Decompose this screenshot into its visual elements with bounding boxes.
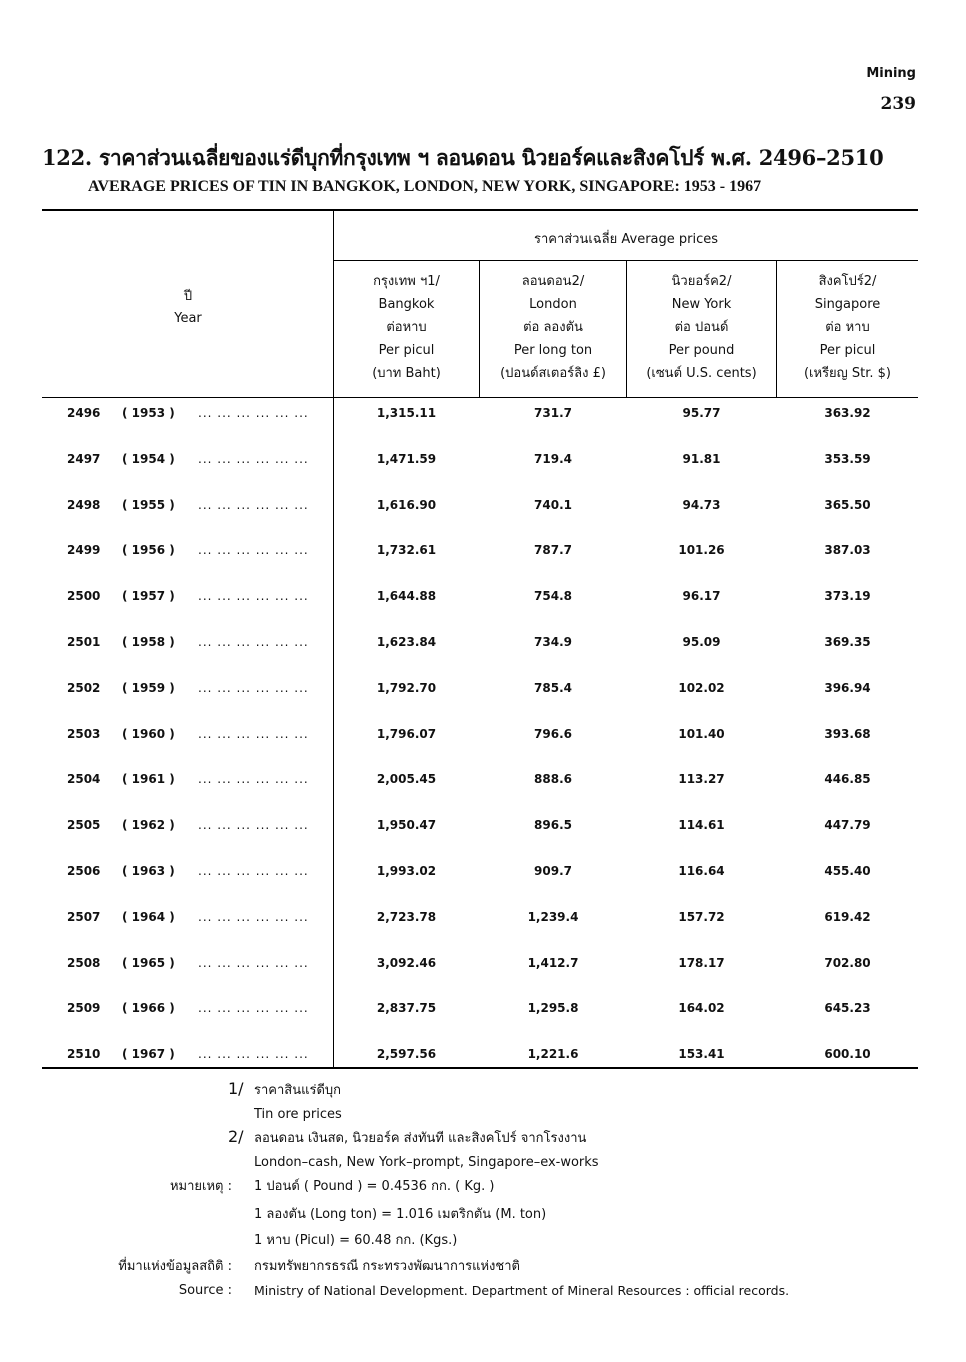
- footnote-1-thai: ราคาสินแร่ดีบุก: [254, 1083, 342, 1098]
- cell-year-ce: ( 1954 ): [122, 451, 175, 466]
- cell-new-york: 94.73: [682, 497, 721, 512]
- cell-new-york: 95.09: [682, 635, 721, 649]
- source-thai-label: ที่มาแห่งข้อมูลสถิติ :: [118, 1259, 232, 1274]
- cell-year-be: 2502: [67, 680, 101, 695]
- cell-year-be: 2509: [67, 1001, 101, 1016]
- cell-year-ce: ( 1957 ): [122, 589, 175, 604]
- cell-new-york: 95.77: [682, 406, 721, 420]
- cell-singapore: 600.10: [824, 1047, 871, 1062]
- cell-year-be: 2497: [67, 451, 101, 466]
- cell-leader-dots: ... ... ... ... ... ...: [198, 680, 309, 695]
- table-row: [42, 818, 918, 838]
- cell-london: 1,221.6: [527, 1047, 579, 1062]
- source-english: Ministry of National Development. Department of Mineral Resources : official records.: [254, 1283, 790, 1298]
- cell-year-ce: ( 1962 ): [122, 818, 175, 833]
- remark-long-ton: 1 ลองตัน (Long ton) = 1.016 เมตริกตัน (M. ton): [254, 1207, 547, 1222]
- remark-picul: 1 หาบ (Picul) = 60.48 กก. (Kgs.): [254, 1233, 458, 1248]
- cell-leader-dots: ... ... ... ... ... ...: [198, 818, 309, 833]
- cell-new-york: 113.27: [678, 772, 725, 787]
- cell-bangkok: 1,950.47: [376, 818, 437, 833]
- cell-bangkok: 1,315.11: [376, 406, 437, 420]
- column-header-english: London: [529, 297, 577, 312]
- footnote-1-english: Tin ore prices: [254, 1107, 342, 1122]
- cell-singapore: 446.85: [824, 772, 871, 787]
- cell-new-york: 153.41: [678, 1047, 725, 1062]
- table-row: [42, 589, 918, 609]
- table-row: [42, 635, 918, 655]
- table-row: [42, 543, 918, 563]
- cell-new-york: 114.61: [678, 818, 725, 833]
- cell-new-york: 96.17: [682, 589, 721, 604]
- column-header-new-york: [627, 270, 776, 385]
- cell-leader-dots: ... ... ... ... ... ...: [198, 726, 309, 741]
- cell-london: 909.7: [534, 864, 572, 878]
- column-header-thai: นิวยอร์ค2/: [671, 274, 732, 289]
- column-unit-thai: ต่อ ปอนด์: [674, 320, 729, 335]
- cell-leader-dots: ... ... ... ... ... ...: [198, 543, 309, 558]
- bottom-rule: [42, 1067, 918, 1069]
- cell-london: 785.4: [534, 680, 572, 695]
- footnote-2-mark: 2/: [228, 1127, 244, 1146]
- cell-singapore: 396.94: [824, 680, 871, 695]
- source-english-label: Source :: [178, 1283, 232, 1298]
- cell-leader-dots: ... ... ... ... ... ...: [198, 1047, 309, 1062]
- cell-year-ce: ( 1966 ): [122, 1001, 175, 1016]
- cell-year-ce: ( 1959 ): [122, 680, 175, 695]
- cell-singapore: 365.50: [824, 497, 871, 512]
- cell-year-ce: ( 1955 ): [122, 497, 175, 512]
- column-unit-english: Per picul: [378, 343, 435, 358]
- cell-bangkok: 2,597.56: [376, 1047, 437, 1062]
- footnote-2-thai: ลอนดอน เงินสด, นิวยอร์ค ส่งทันที และสิงคโปร์ จากโรงงาน: [254, 1131, 587, 1146]
- cell-year-ce: ( 1963 ): [122, 864, 175, 878]
- cell-bangkok: 1,616.90: [376, 497, 437, 512]
- column-header-thai: สิงคโปร์2/: [818, 274, 877, 289]
- column-header-english: New York: [671, 297, 732, 312]
- cell-singapore: 455.40: [824, 864, 871, 878]
- table-row: [42, 406, 918, 426]
- cell-leader-dots: ... ... ... ... ... ...: [198, 406, 309, 420]
- cell-new-york: 116.64: [678, 864, 725, 878]
- footnote-1-mark: 1/: [228, 1079, 244, 1098]
- cell-bangkok: 2,837.75: [376, 1001, 437, 1016]
- cell-year-be: 2498: [67, 497, 101, 512]
- cell-london: 740.1: [534, 497, 572, 512]
- cell-singapore: 363.92: [824, 406, 871, 420]
- column-header-singapore: [777, 270, 918, 385]
- table-row: [42, 910, 918, 930]
- cell-bangkok: 1,993.02: [376, 864, 437, 878]
- table-row: [42, 452, 918, 472]
- cell-london: 1,295.8: [527, 1001, 579, 1016]
- column-header-thai: กรุงเทพ ฯ1/: [373, 274, 440, 289]
- column-currency: (เซนต์ U.S. cents): [646, 366, 757, 381]
- cell-year-ce: ( 1956 ): [122, 543, 175, 558]
- table-title-thai: 122. ราคาส่วนเฉลี่ยของแร่ดีบุกที่กรุงเทพ ฯ ลอนดอน นิวยอร์คและสิงคโปร์ พ.ศ. 2496–2510: [42, 145, 884, 170]
- cell-london: 734.9: [534, 635, 572, 649]
- table-row: [42, 956, 918, 976]
- cell-year-ce: ( 1958 ): [122, 635, 175, 649]
- year-header-english: Year: [174, 311, 202, 326]
- cell-singapore: 702.80: [824, 955, 871, 970]
- cell-london: 1,239.4: [527, 909, 579, 924]
- cell-new-york: 157.72: [678, 909, 725, 924]
- cell-leader-dots: ... ... ... ... ... ...: [198, 1001, 309, 1016]
- column-currency: (บาท Baht): [372, 366, 441, 381]
- section-label: Mining: [866, 66, 916, 81]
- cell-london: 896.5: [534, 818, 572, 833]
- header-bottom-rule: [42, 397, 918, 398]
- cell-london: 796.6: [534, 726, 572, 741]
- page-number: 239: [880, 94, 916, 114]
- footnote-2-english: London–cash, New York–prompt, Singapore–ex-works: [254, 1155, 599, 1170]
- cell-year-ce: ( 1961 ): [122, 772, 175, 787]
- cell-singapore: 393.68: [824, 726, 871, 741]
- cell-year-ce: ( 1965 ): [122, 955, 175, 970]
- column-unit-thai: ต่อ หาบ: [825, 320, 870, 335]
- cell-london: 1,412.7: [527, 955, 579, 970]
- table-row: [42, 727, 918, 747]
- cell-bangkok: 1,732.61: [376, 543, 437, 558]
- cell-year-ce: ( 1964 ): [122, 909, 175, 924]
- cell-leader-dots: ... ... ... ... ... ...: [198, 909, 309, 924]
- column-currency: (เหรียญ Str. $): [803, 366, 891, 381]
- cell-year-be: 2504: [67, 772, 101, 787]
- cell-bangkok: 2,723.78: [376, 909, 437, 924]
- cell-leader-dots: ... ... ... ... ... ...: [198, 451, 309, 466]
- cell-singapore: 645.23: [824, 1001, 871, 1016]
- column-header-thai: ลอนดอน2/: [521, 274, 585, 289]
- cell-year-be: 2510: [67, 1047, 101, 1062]
- table-row: [42, 1047, 918, 1067]
- cell-leader-dots: ... ... ... ... ... ...: [198, 864, 309, 878]
- cell-london: 787.7: [534, 543, 572, 558]
- cell-bangkok: 3,092.46: [376, 955, 437, 970]
- cell-year-be: 2499: [67, 543, 101, 558]
- cell-year-be: 2503: [67, 726, 101, 741]
- cell-new-york: 164.02: [678, 1001, 725, 1016]
- cell-singapore: 387.03: [824, 543, 871, 558]
- cell-singapore: 447.79: [824, 818, 871, 833]
- table-row: [42, 498, 918, 518]
- cell-london: 754.8: [534, 589, 572, 604]
- column-unit-english: Per long ton: [513, 343, 593, 358]
- table-row: [42, 772, 918, 792]
- cell-new-york: 102.02: [678, 680, 725, 695]
- average-prices-header: ราคาส่วนเฉลี่ย Average prices: [533, 232, 719, 247]
- cell-new-york: 178.17: [678, 955, 725, 970]
- cell-year-be: 2507: [67, 909, 101, 924]
- cell-year-be: 2506: [67, 864, 101, 878]
- cell-bangkok: 1,644.88: [376, 589, 437, 604]
- column-header-english: Singapore: [814, 297, 881, 312]
- cell-year-ce: ( 1960 ): [122, 726, 175, 741]
- cell-bangkok: 1,471.59: [376, 451, 437, 466]
- cell-leader-dots: ... ... ... ... ... ...: [198, 635, 309, 649]
- cell-leader-dots: ... ... ... ... ... ...: [198, 589, 309, 604]
- column-currency: (ปอนด์สเตอร์ลิง £): [500, 366, 606, 381]
- column-header-bangkok: [334, 270, 479, 385]
- cell-new-york: 101.40: [678, 726, 725, 741]
- column-unit-thai: ต่อหาบ: [386, 320, 427, 335]
- cell-bangkok: 1,623.84: [376, 635, 437, 649]
- top-rule: [42, 209, 918, 211]
- cell-singapore: 369.35: [824, 635, 871, 649]
- cell-year-ce: ( 1953 ): [122, 406, 175, 420]
- cell-year-be: 2508: [67, 955, 101, 970]
- cell-year-be: 2505: [67, 818, 101, 833]
- cell-year-be: 2500: [67, 589, 101, 604]
- cell-year-ce: ( 1967 ): [122, 1047, 175, 1062]
- table-title-english: AVERAGE PRICES OF TIN IN BANGKOK, LONDON, NEW YORK, SINGAPORE: 1953 - 1967: [88, 178, 762, 195]
- cell-singapore: 619.42: [824, 909, 871, 924]
- table-row: [42, 864, 918, 884]
- cell-bangkok: 1,792.70: [376, 680, 437, 695]
- table-row: [42, 1001, 918, 1021]
- remarks-label: หมายเหตุ :: [169, 1179, 232, 1194]
- year-header-thai: ปี: [183, 289, 193, 304]
- cell-year-be: 2496: [67, 406, 101, 420]
- cell-leader-dots: ... ... ... ... ... ...: [198, 772, 309, 787]
- column-unit-thai: ต่อ ลองตัน: [523, 320, 583, 335]
- cell-singapore: 373.19: [824, 589, 871, 604]
- column-unit-english: Per picul: [819, 343, 876, 358]
- cell-leader-dots: ... ... ... ... ... ...: [198, 497, 309, 512]
- cell-new-york: 101.26: [678, 543, 725, 558]
- remark-pound: 1 ปอนด์ ( Pound ) = 0.4536 กก. ( Kg. ): [254, 1179, 495, 1194]
- column-header-london: [480, 270, 626, 385]
- table-row: [42, 681, 918, 701]
- year-header: [42, 286, 334, 330]
- cell-new-york: 91.81: [682, 451, 721, 466]
- source-thai: กรมทรัพยากรธรณี กระทรวงพัฒนาการแห่งชาติ: [254, 1259, 520, 1274]
- cell-leader-dots: ... ... ... ... ... ...: [198, 955, 309, 970]
- column-header-english: Bangkok: [378, 297, 435, 312]
- cell-bangkok: 2,005.45: [376, 772, 437, 787]
- cell-singapore: 353.59: [824, 451, 871, 466]
- cell-bangkok: 1,796.07: [376, 726, 437, 741]
- cell-london: 719.4: [534, 451, 572, 466]
- cell-year-be: 2501: [67, 635, 101, 649]
- cell-london: 888.6: [534, 772, 572, 787]
- column-unit-english: Per pound: [668, 343, 735, 358]
- cell-london: 731.7: [534, 406, 572, 420]
